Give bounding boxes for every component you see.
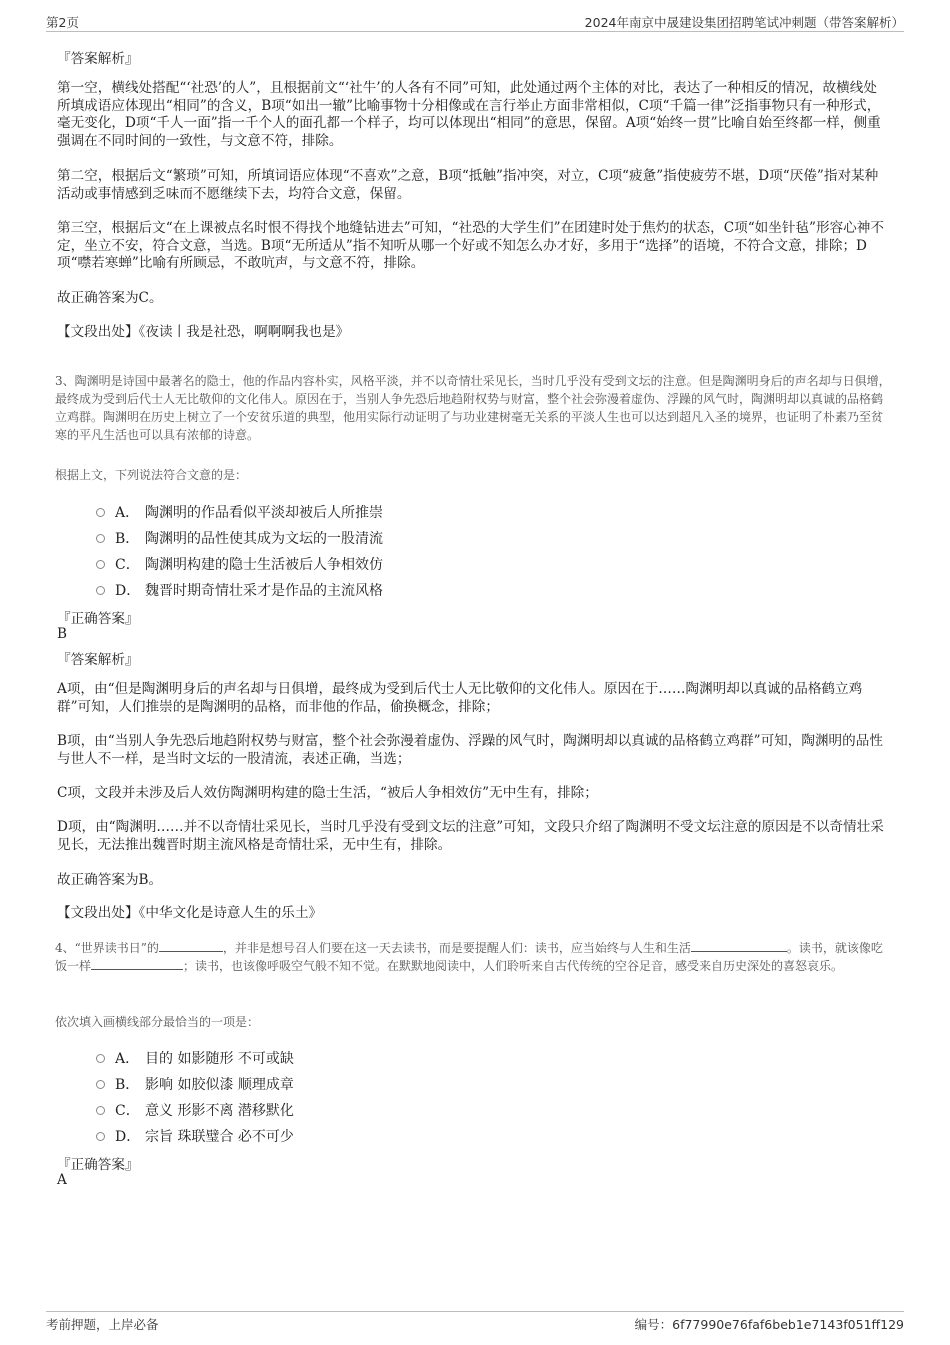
option-letter: D． [115,583,141,599]
q3-conclusion: 故正确答案为B。 [57,872,163,888]
blank-3[interactable] [91,959,183,970]
option-text: 陶渊明的品性使其成为文坛的一股清流 [145,531,383,547]
radio-icon[interactable] [96,1080,105,1089]
q4-option-d[interactable] [96,1126,294,1146]
radio-icon[interactable] [96,1132,105,1141]
q3-source: 【文段出处】《中华文化是诗意人生的乐土》 [57,905,323,921]
q2-conclusion: 故正确答案为C。 [57,290,163,306]
q4-prompt: 依次填入画横线部分最恰当的一项是： [55,1015,260,1029]
q2-analysis-label: 『答案解析』 [57,51,139,67]
option-text: 目的 如影随形 不可或缺 [145,1051,294,1067]
document-code: 编号：6f77990e76faf6beb1e7143f051ff129 [634,1317,904,1332]
q3-analysis-b: B项，由“当别人争先恐后地趋附权势与财富，整个社会弥漫着虚伪、浮躁的风气时，陶渊明却以真诚的品格鹤立鸡群”可知，陶渊明的品性与世人不一样，是当时文坛的一股清流，表述正确，当选； [57,733,883,767]
q3-analysis-label: 『答案解析』 [57,652,139,668]
option-text: 陶渊明的作品看似平淡却被后人所推崇 [145,505,383,521]
q2-analysis-para-2: 第二空，根据后文“繁琐”可知，所填词语应体现“不喜欢”之意，B项“抵触”指冲突，对立，C项“疲惫”指使疲劳不堪，D项“厌倦”指对某种活动或事情感到乏味而不愿继续下去，均符合文意，保留。 [57,168,879,202]
q4-stem-part-4: ；读书，也该像呼吸空气般不知不觉。在默默地阅读中，人们聆听来自古代传统的空谷足音，感受来自历史深处的喜怒哀乐。 [183,959,844,973]
option-letter: C． [115,557,140,573]
q3-prompt: 根据上文，下列说法符合文意的是： [55,468,248,482]
radio-icon[interactable] [96,586,105,595]
q3-option-b[interactable] [96,528,383,548]
q2-analysis-para-3: 第三空，根据后文“在上课被点名时恨不得找个地缝钻进去”可知，“社恐的大学生们”在团建时处于焦灼的状态，C项“如坐针毡”形容心神不定，坐立不安，符合文意，当选。B项“无所适从”指不知听从哪一个好或不知怎么办才好，多用于“选择”的语境，不符合文意，排除；D项“噤若寒蝉”比喻有所顾忌，不敢吭声，与文意不符，排除。 [57,220,884,271]
radio-icon[interactable] [96,508,105,517]
q3-answer-label: 『正确答案』 [57,611,139,627]
option-letter: A． [115,1051,140,1067]
q3-option-c[interactable] [96,554,383,574]
q3-analysis-d: D项，由“陶渊明……并不以奇情壮采见长，当时几乎没有受到文坛的注意”可知，文段只介绍了陶渊明不受文坛注意的原因是不以奇情壮采见长，无法推出魏晋时期主流风格是奇情壮采，无中生有，排除。 [57,819,884,853]
radio-icon[interactable] [96,1106,105,1115]
q4-stem-part-3: 。读书，就该像吃饭一样 [55,941,883,973]
option-letter: B． [115,531,140,547]
q3-analysis-a: A项，由“但是陶渊明身后的声名却与日俱增，最终成为受到后代士人无比敬仰的文化伟人。原因在于……陶渊明却以真诚的品格鹤立鸡群”可知，人们推崇的是陶渊明的品格，而非他的作品，偷换概念，排除； [57,681,863,715]
page-footer [46,1311,904,1335]
document-title: 2024年南京中晟建设集团招聘笔试冲刺题（带答案解析） [584,15,904,30]
option-text: 魏晋时期奇情壮采才是作品的主流风格 [145,583,383,599]
blank-2[interactable] [691,941,787,952]
q3-option-a[interactable] [96,502,383,522]
q4-option-c[interactable] [96,1100,294,1120]
q3-option-d[interactable] [96,580,383,600]
q4-option-b[interactable] [96,1074,294,1094]
q4-stem-part-1: 4、“世界读书日”的 [55,941,159,955]
q3-stem: 3、陶渊明是诗国中最著名的隐士，他的作品内容朴实，风格平淡，并不以奇情壮采见长，当时几乎没有受到文坛的注意。但是陶渊明身后的声名却与日俱增，最终成为受到后代士人无比敬仰的文化伟人。原因在于，当别人争先恐后地趋附权势与财富，整个社会弥漫着虚伪、浮躁的风气时，陶渊明却以真诚的品格鹤立鸡群。陶渊明在历史上树立了一个安贫乐道的典型，他用实际行动证明了与功业建树毫无关系的平淡人生也可以达到超凡入圣的境界，也证明了朴素乃至贫寒的平凡生活也可以具有浓郁的诗意。 [55,374,891,442]
q3-analysis-c: C项，文段并未涉及后人效仿陶渊明构建的隐士生活，“被后人争相效仿”无中生有，排除； [57,785,598,801]
blank-1[interactable] [159,941,223,952]
q2-analysis-para-1: 第一空，横线处搭配“‘社恐’的人”，且根据前文“‘社牛’的人各有不同”可知，此处通过两个主体的对比，表达了一种相反的情况，故横线处所填成语应体现出“相同”的含义，B项“如出一辙”比喻事物十分相像或在言行举止方面非常相似，C项“千篇一律”泛指事物只有一种形式，毫无变化，D项“千人一面”指一千个人的面孔都一个样子，均可以体现出“相同”的意思，保留。A项“始终一贯”比喻自始至终都一样，侧重强调在不同时间的一致性，与文意不符，排除。 [57,80,881,149]
option-letter: A． [115,505,140,521]
q4-stem-part-2: ，并非是想号召人们要在这一天去读书，而是要提醒人们：读书，应当始终与人生和生活 [222,941,691,955]
q4-option-a[interactable] [96,1048,294,1068]
radio-icon[interactable] [96,1054,105,1063]
q4-answer: A [57,1172,67,1188]
radio-icon[interactable] [96,534,105,543]
q4-stem [55,939,891,975]
option-letter: C． [115,1103,140,1119]
option-text: 意义 形影不离 潜移默化 [145,1103,294,1119]
option-text: 宗旨 珠联璧合 必不可少 [145,1129,294,1145]
page-number: 第2页 [46,15,79,30]
option-text: 影响 如胶似漆 顺理成章 [145,1077,294,1093]
option-text: 陶渊明构建的隐士生活被后人争相效仿 [145,557,383,573]
option-letter: B． [115,1077,140,1093]
footer-slogan: 考前押题，上岸必备 [46,1317,159,1332]
q4-answer-label: 『正确答案』 [57,1157,139,1173]
radio-icon[interactable] [96,560,105,569]
q2-source: 【文段出处】《夜读丨我是社恐，啊啊啊我也是》 [57,324,350,340]
option-letter: D． [115,1129,141,1145]
q3-answer: B [57,626,67,642]
page-header [46,12,904,32]
